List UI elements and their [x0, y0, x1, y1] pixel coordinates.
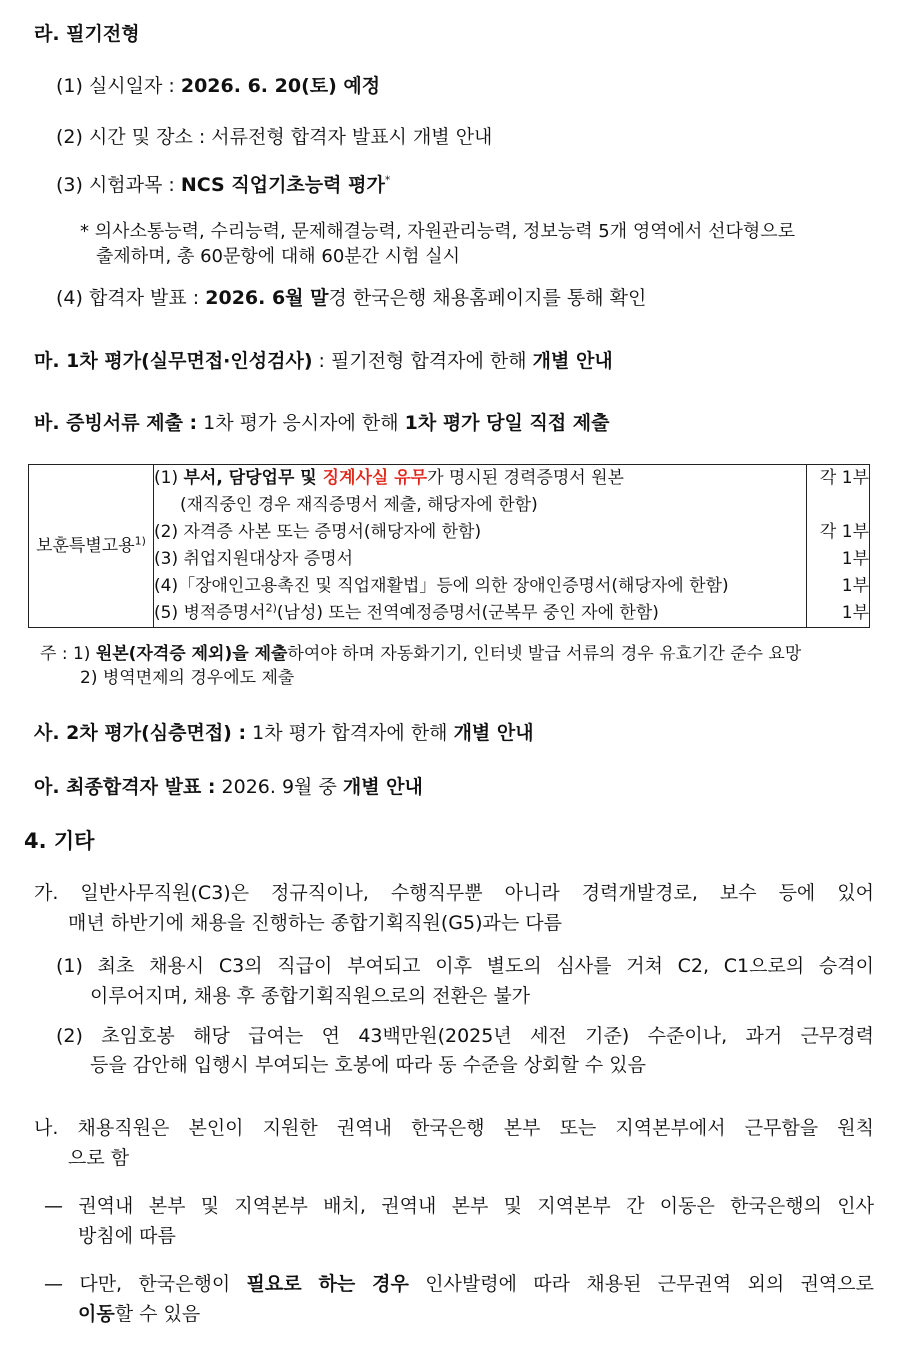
count-spacer — [807, 492, 869, 519]
doc-item-4: (4)「장애인고용촉진 및 직업재활법」등에 의한 장애인증명서(해당자에 한함) — [154, 576, 729, 596]
section-ra-title: 라. 필기전형 — [34, 23, 140, 45]
count-4: 1부 — [841, 576, 869, 596]
ga-sub-1-line-2: 이루어지며, 채용 후 종합기획직원으로의 전환은 불가 — [90, 985, 531, 1007]
section-sa: 사. 2차 평가(심층면접) : 1차 평가 합격자에 한해 개별 안내 — [34, 722, 534, 744]
documents-table — [28, 464, 870, 628]
section-ba: 바. 증빙서류 제출 : 1차 평가 응시자에 한해 1차 평가 당일 직접 제출 — [34, 412, 610, 434]
doc-item-5: (5) 병적증명서$^{2)}$(남성) 또는 전역예정증명서(군복무 중인 자에 한함) — [154, 601, 659, 623]
doc-item-3: (3) 취업지원대상자 증명서 — [154, 549, 354, 569]
ra-note-line-2: 출제하며, 총 60문항에 대해 60분간 시험 실시 — [96, 246, 461, 267]
na-dash-2-line-1: — 다만, 한국은행이 필요로 하는 경우 인사발령에 따라 채용된 근무권역 외의 권역으로 — [44, 1273, 874, 1295]
ra-note-line-1: * 의사소통능력, 수리능력, 문제해결능력, 자원관리능력, 정보능력 5개 영역에서 선다형으로 — [80, 221, 796, 242]
na-dash-1-line-2: 방침에 따름 — [78, 1225, 176, 1247]
ga-sub-2-line-2: 등을 감안해 입행시 부여되는 호봉에 따라 동 수준을 상회할 수 있음 — [90, 1054, 646, 1076]
ra-item-1: (1) 실시일자 : 2026. 6. 20(토) 예정 — [56, 75, 381, 97]
table-label-cell: 보훈특별고용$^{1)}$ — [29, 465, 154, 628]
section-ma: 마. 1차 평가(실무면접·인성검사) : 필기전형 합격자에 한해 개별 안내 — [34, 350, 613, 372]
table-note-2: 2) 병역면제의 경우에도 제출 — [80, 668, 295, 688]
table-row — [29, 465, 870, 628]
doc-item-2: (2) 자격증 사본 또는 증명서(해당자에 한함) — [154, 522, 482, 542]
ra-item-2: (2) 시간 및 장소 : 서류전형 합격자 발표시 개별 안내 — [56, 126, 493, 148]
ra-item-4: (4) 합격자 발표 : 2026. 6월 말경 한국은행 채용홈페이지를 통해 확인 — [56, 287, 647, 309]
ga-sub-2-line-1: (2) 초임호봉 해당 급여는 연 43백만원(2025년 세전 기준) 수준이나, 과거 근무경력 — [56, 1025, 874, 1047]
count-2: 각 1부 — [819, 522, 869, 542]
na-line-2: 으로 함 — [68, 1147, 130, 1169]
table-note-1: 주 : 1) 원본(자격증 제외)을 제출하여야 하며 자동화기기, 인터넷 발급 서류의 경우 유효기간 준수 요망 — [40, 644, 802, 664]
ga-line-1: 가. 일반사무직원(C3)은 정규직이나, 수행직무뿐 아니라 경력개발경로, 보수 등에 있어 — [34, 882, 874, 904]
count-3: 1부 — [841, 549, 869, 569]
ra-item-3: (3) 시험과목 : NCS 직업기초능력 평가* — [56, 173, 391, 196]
count-5: 1부 — [841, 603, 869, 623]
doc-item-1-sub: (재직중인 경우 재직증명서 제출, 해당자에 한함) — [180, 495, 538, 515]
na-dash-2-line-2: 이동할 수 있음 — [78, 1303, 201, 1325]
section-a: 아. 최종합격자 발표 : 2026. 9월 중 개별 안내 — [34, 776, 423, 798]
na-line-1: 나. 채용직원은 본인이 지원한 권역내 한국은행 본부 또는 지역본부에서 근무함을 원칙 — [34, 1117, 874, 1139]
doc-item-1: (1) 부서, 담당업무 및 징계사실 유무가 명시된 경력증명서 원본 — [154, 468, 624, 488]
table-count-cell — [807, 465, 870, 628]
ga-line-2: 매년 하반기에 채용을 진행하는 종합기획직원(G5)과는 다름 — [68, 912, 562, 934]
na-dash-1-line-1: — 권역내 본부 및 지역본부 배치, 권역내 본부 및 지역본부 간 이동은 한국은행의 인사 — [44, 1195, 874, 1217]
table-items-cell — [154, 465, 807, 628]
section-4-title: 4. 기타 — [24, 829, 95, 853]
ga-sub-1-line-1: (1) 최초 채용시 C3의 직급이 부여되고 이후 별도의 심사를 거쳐 C2, C1으로의 승격이 — [56, 955, 874, 977]
count-1: 각 1부 — [819, 468, 869, 488]
